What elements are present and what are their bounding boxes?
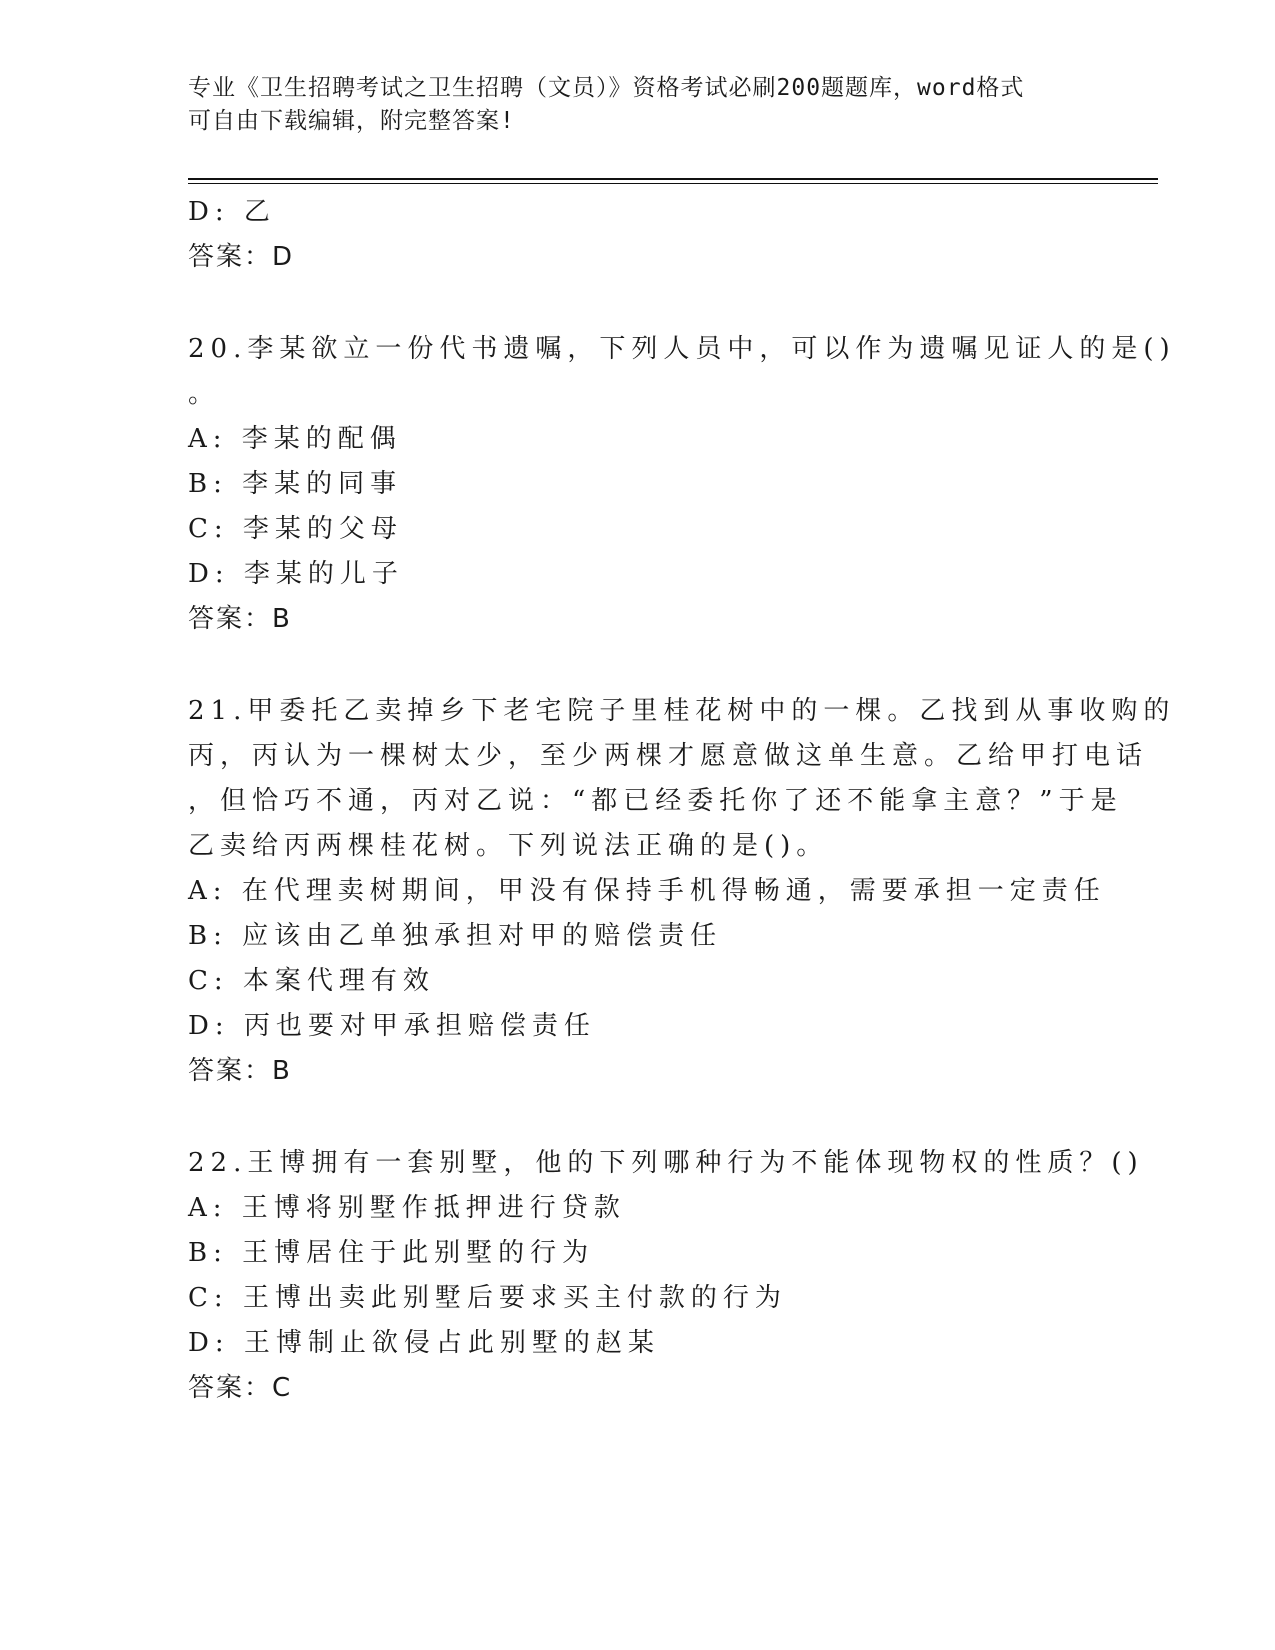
header-rule-thin [188, 183, 1158, 184]
question-text: 乙卖给丙两棵桂花树。下列说法正确的是()。 [188, 831, 829, 861]
question-19-tail [188, 190, 1088, 280]
question-text: 21.甲委托乙卖掉乡下老宅院子里桂花树中的一棵。乙找到从事收购的 [188, 696, 1176, 726]
question-21 [188, 689, 1176, 1094]
header-line-1: 专业《卫生招聘考试之卫生招聘（文员）》资格考试必刷200题题库，word格式 [188, 75, 1025, 101]
option-a: A: 在代理卖树期间，甲没有保持手机得畅通，需要承担一定责任 [188, 876, 1106, 906]
option-c: C: 李某的父母 [188, 514, 403, 544]
document-header [188, 72, 1068, 138]
question-text: 22.王博拥有一套别墅，他的下列哪种行为不能体现物权的性质？() [188, 1148, 1144, 1178]
header-line-2: 可自由下载编辑，附完整答案! [188, 108, 515, 134]
question-20 [188, 327, 1176, 642]
header-rule-thick [188, 178, 1158, 180]
option-a: A: 王博将别墅作抵押进行贷款 [188, 1193, 626, 1223]
answer-line: 答案：B [188, 604, 292, 634]
question-text: 丙，丙认为一棵树太少，至少两棵才愿意做这单生意。乙给甲打电话 [188, 741, 1149, 771]
option-d: D: 李某的儿子 [188, 559, 404, 589]
option-c: C: 王博出卖此别墅后要求买主付款的行为 [188, 1283, 787, 1313]
question-text: 20.李某欲立一份代书遗嘱，下列人员中，可以作为遗嘱见证人的是() [188, 334, 1176, 364]
option-d: D: 乙 [188, 197, 276, 227]
option-b: B: 应该由乙单独承担对甲的赔偿责任 [188, 921, 723, 951]
answer-line: 答案：D [188, 242, 295, 272]
option-b: B: 李某的同事 [188, 469, 403, 499]
option-d: D: 王博制止欲侵占此别墅的赵某 [188, 1328, 660, 1358]
option-b: B: 王博居住于此别墅的行为 [188, 1238, 595, 1268]
answer-line: 答案：C [188, 1373, 293, 1403]
answer-line: 答案：B [188, 1056, 292, 1086]
option-d: D: 丙也要对甲承担赔偿责任 [188, 1011, 596, 1041]
question-22 [188, 1141, 1144, 1411]
document-body [188, 190, 1176, 1411]
option-a: A: 李某的配偶 [188, 424, 402, 454]
question-text: ，但恰巧不通，丙对乙说：“都已经委托你了还不能拿主意？”于是 [188, 786, 1123, 816]
question-text: 。 [188, 379, 221, 409]
option-c: C: 本案代理有效 [188, 966, 435, 996]
